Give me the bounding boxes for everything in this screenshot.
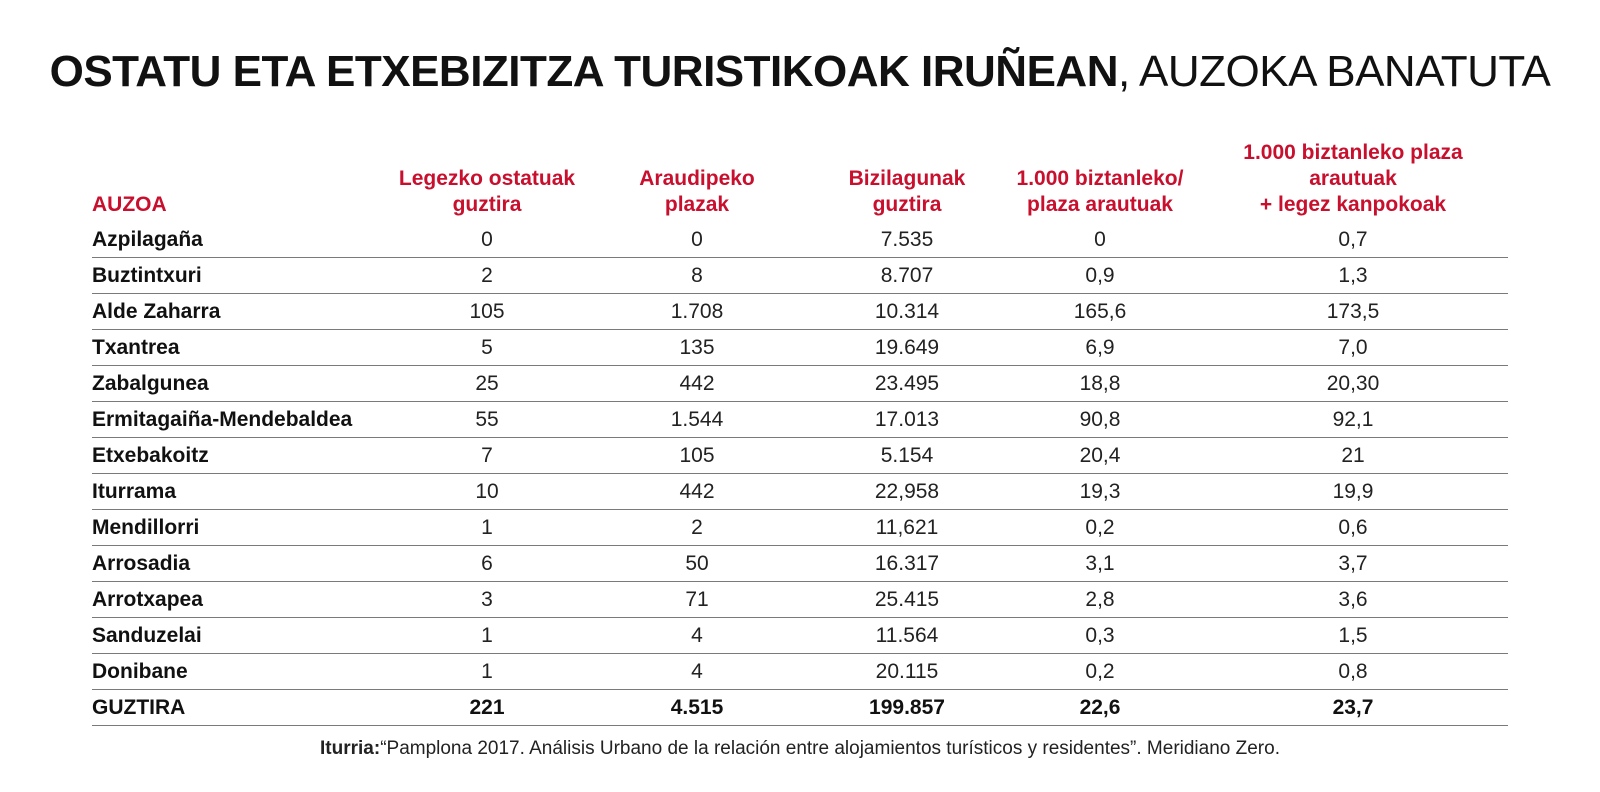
table-cell: 1.544 xyxy=(582,402,812,438)
table-cell: 2 xyxy=(582,510,812,546)
column-header xyxy=(582,140,812,222)
data-table xyxy=(92,140,1508,726)
table-cell: 135 xyxy=(582,330,812,366)
table-cell: 2 xyxy=(392,258,582,294)
table-cell: 2,8 xyxy=(1002,582,1198,618)
table-cell: 0,7 xyxy=(1198,222,1508,258)
table-cell: 442 xyxy=(582,366,812,402)
row-label: Alde Zaharra xyxy=(92,294,392,330)
row-label: Etxebakoitz xyxy=(92,438,392,474)
column-header-line: 1.000 biztanleko/ xyxy=(1016,167,1184,190)
column-header-line: guztira xyxy=(452,193,522,216)
row-label: Zabalgunea xyxy=(92,366,392,402)
row-label: Donibane xyxy=(92,654,392,690)
source-note xyxy=(0,738,1600,760)
column-header xyxy=(1002,140,1198,222)
column-header-line: plaza arautuak xyxy=(1027,193,1173,216)
column-header-line: Araudipeko xyxy=(639,167,755,190)
total-row xyxy=(92,690,1508,726)
table-cell: 1.708 xyxy=(582,294,812,330)
table-row xyxy=(92,546,1508,582)
table-cell: 50 xyxy=(582,546,812,582)
table-cell: 0,8 xyxy=(1198,654,1508,690)
column-header xyxy=(812,140,1002,222)
table-cell: 199.857 xyxy=(812,690,1002,726)
table-cell: 17.013 xyxy=(812,402,1002,438)
table-row xyxy=(92,474,1508,510)
column-header xyxy=(92,140,392,222)
title-bold: OSTATU ETA ETXEBIZITZA TURISTIKOAK IRUÑEAN xyxy=(49,47,1118,96)
table-cell: 0,6 xyxy=(1198,510,1508,546)
table-cell: 22,6 xyxy=(1002,690,1198,726)
table-cell: 11,621 xyxy=(812,510,1002,546)
column-header-line: plazak xyxy=(664,193,730,216)
table-row xyxy=(92,402,1508,438)
table-cell: 18,8 xyxy=(1002,366,1198,402)
source-label: Iturria: xyxy=(320,738,381,759)
column-header-line: Bizilagunak xyxy=(848,167,966,190)
column-header-line: Legezko ostatuak xyxy=(398,167,576,190)
table-cell: 10.314 xyxy=(812,294,1002,330)
table-cell: 23.495 xyxy=(812,366,1002,402)
table-cell: 442 xyxy=(582,474,812,510)
table-cell: 0,2 xyxy=(1002,654,1198,690)
table-cell: 5.154 xyxy=(812,438,1002,474)
table-cell: 7 xyxy=(392,438,582,474)
row-label: GUZTIRA xyxy=(92,690,392,726)
table-cell: 23,7 xyxy=(1198,690,1508,726)
table-row xyxy=(92,582,1508,618)
table-cell: 1,5 xyxy=(1198,618,1508,654)
table-cell: 90,8 xyxy=(1002,402,1198,438)
table-cell: 3,1 xyxy=(1002,546,1198,582)
row-label: Azpilagaña xyxy=(92,222,392,258)
table-cell: 7,0 xyxy=(1198,330,1508,366)
row-label: Mendillorri xyxy=(92,510,392,546)
table-cell: 20,4 xyxy=(1002,438,1198,474)
row-label: Ermitagaiña-Mendebaldea xyxy=(92,402,392,438)
table-cell: 10 xyxy=(392,474,582,510)
table-row xyxy=(92,654,1508,690)
table-cell: 16.317 xyxy=(812,546,1002,582)
table-row xyxy=(92,366,1508,402)
column-header xyxy=(1198,140,1508,222)
table-cell: 173,5 xyxy=(1198,294,1508,330)
row-label: Buztintxuri xyxy=(92,258,392,294)
table-cell: 21 xyxy=(1198,438,1508,474)
chart-title xyxy=(0,44,1600,100)
table-cell: 11.564 xyxy=(812,618,1002,654)
table-row xyxy=(92,330,1508,366)
row-label: Arrosadia xyxy=(92,546,392,582)
table-cell: 25 xyxy=(392,366,582,402)
table-cell: 6 xyxy=(392,546,582,582)
row-label: Iturrama xyxy=(92,474,392,510)
table-cell: 8.707 xyxy=(812,258,1002,294)
table-cell: 6,9 xyxy=(1002,330,1198,366)
table-cell: 0,9 xyxy=(1002,258,1198,294)
title-light: , AUZOKA BANATUTA xyxy=(1117,47,1551,96)
table-cell: 0,2 xyxy=(1002,510,1198,546)
table-cell: 221 xyxy=(392,690,582,726)
row-label: Sanduzelai xyxy=(92,618,392,654)
table-cell: 71 xyxy=(582,582,812,618)
table-cell: 3,6 xyxy=(1198,582,1508,618)
table-cell: 20,30 xyxy=(1198,366,1508,402)
source-text: “Pamplona 2017. Análisis Urbano de la relación entre alojamientos turísticos y residentes”. Meridiano Zero. xyxy=(380,738,1280,759)
table-cell: 92,1 xyxy=(1198,402,1508,438)
column-header xyxy=(392,140,582,222)
table-row xyxy=(92,618,1508,654)
column-header-line: 1.000 biztanleko plaza arautuak xyxy=(1243,141,1463,190)
table-cell: 3 xyxy=(392,582,582,618)
column-header-line: + legez kanpokoak xyxy=(1259,193,1447,216)
table-cell: 5 xyxy=(392,330,582,366)
table-cell: 0 xyxy=(1002,222,1198,258)
table-cell: 22,958 xyxy=(812,474,1002,510)
table-row xyxy=(92,258,1508,294)
table-cell: 4.515 xyxy=(582,690,812,726)
row-label: Arrotxapea xyxy=(92,582,392,618)
table-row xyxy=(92,222,1508,258)
table-row xyxy=(92,510,1508,546)
table-cell: 1 xyxy=(392,618,582,654)
column-header-line: guztira xyxy=(872,193,942,216)
table-cell: 0 xyxy=(392,222,582,258)
table-cell: 105 xyxy=(582,438,812,474)
table-body xyxy=(92,222,1508,726)
row-label: Txantrea xyxy=(92,330,392,366)
table-cell: 1 xyxy=(392,510,582,546)
table-cell: 0 xyxy=(582,222,812,258)
table-row xyxy=(92,438,1508,474)
table-cell: 25.415 xyxy=(812,582,1002,618)
table-row xyxy=(92,294,1508,330)
table-cell: 1,3 xyxy=(1198,258,1508,294)
table-cell: 19.649 xyxy=(812,330,1002,366)
table-cell: 105 xyxy=(392,294,582,330)
table-cell: 4 xyxy=(582,618,812,654)
table-cell: 4 xyxy=(582,654,812,690)
column-header-line: AUZOA xyxy=(92,193,167,216)
table-cell: 55 xyxy=(392,402,582,438)
table-cell: 3,7 xyxy=(1198,546,1508,582)
table-cell: 20.115 xyxy=(812,654,1002,690)
table-cell: 1 xyxy=(392,654,582,690)
table-header-row xyxy=(92,140,1508,222)
table-cell: 0,3 xyxy=(1002,618,1198,654)
table-cell: 19,3 xyxy=(1002,474,1198,510)
table-cell: 8 xyxy=(582,258,812,294)
table-cell: 165,6 xyxy=(1002,294,1198,330)
table-cell: 7.535 xyxy=(812,222,1002,258)
table-cell: 19,9 xyxy=(1198,474,1508,510)
